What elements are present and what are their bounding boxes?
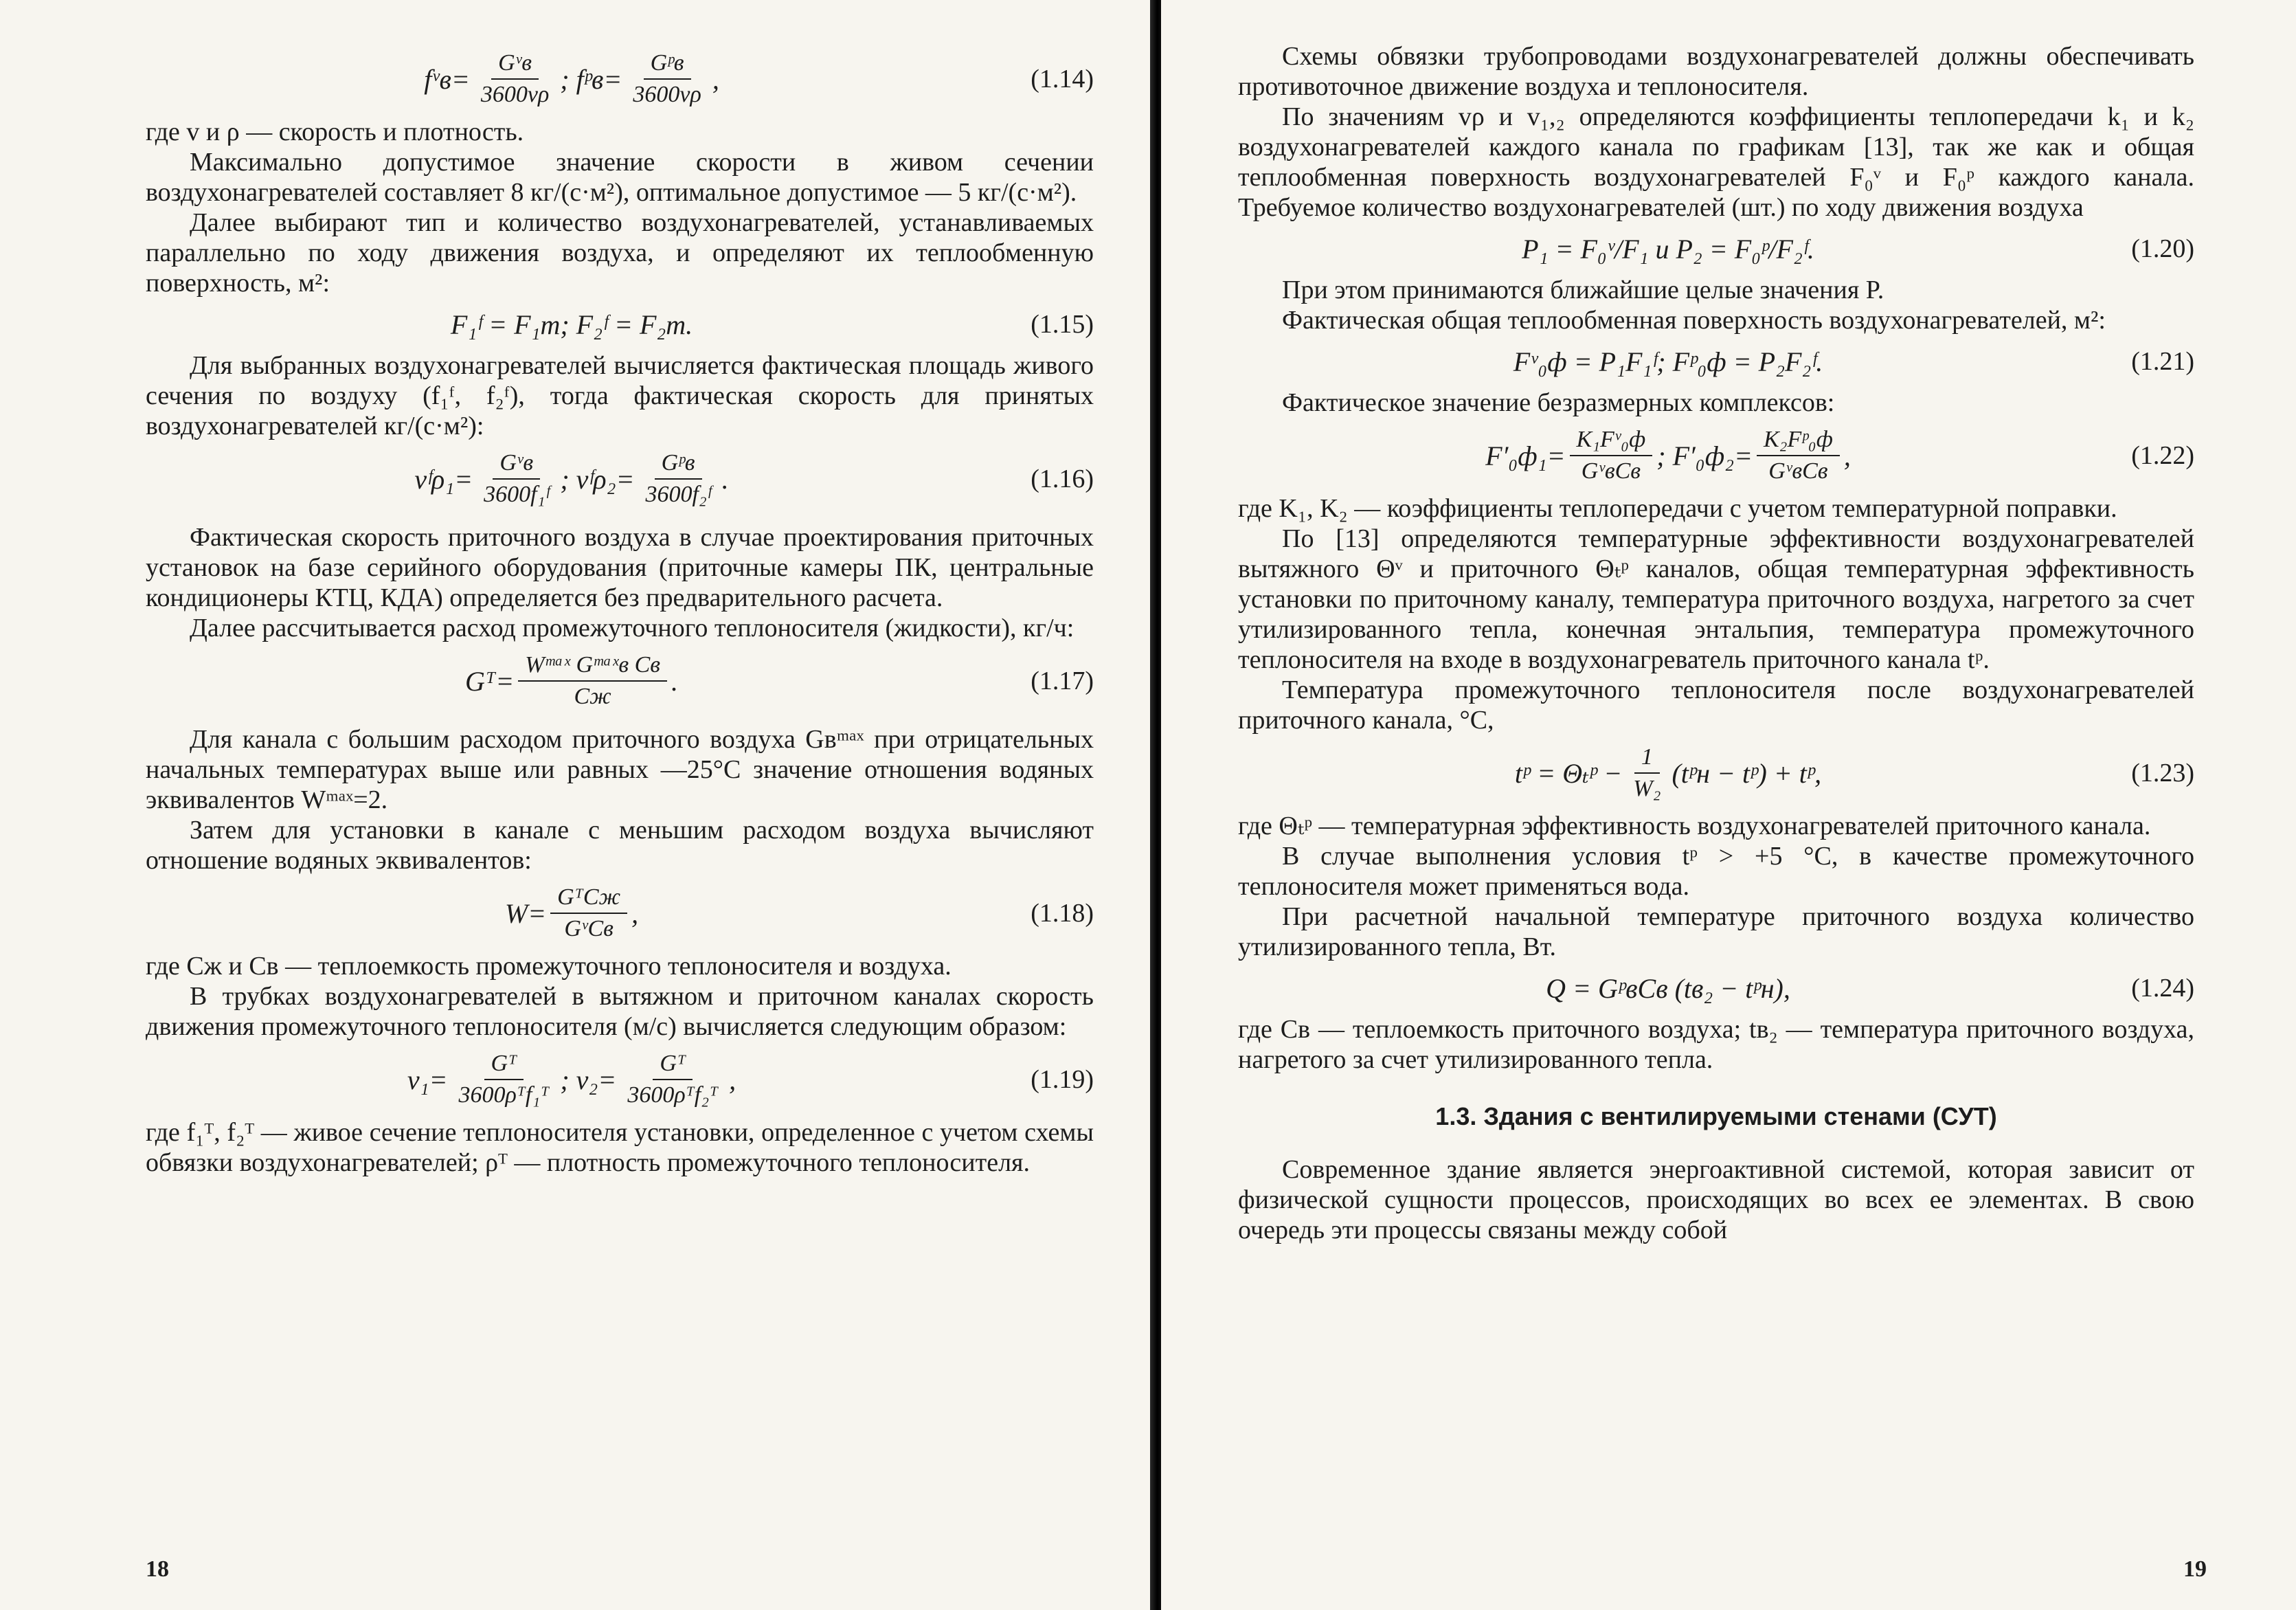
denominator: GᵛвCв [1768,458,1828,484]
paragraph: Температура промежуточного теплоносителя после воздухонагревателей приточного канала, °С, [1238,675,2194,735]
equation-1-16 [146,445,1094,513]
eq-tail: , [712,63,719,95]
numerator: K₂Fᵖ₀ф [1757,426,1840,456]
numerator: Gᵖв [644,49,691,80]
equation-1-24 [1238,966,2194,1010]
equation-number: (1.22) [2131,441,2194,470]
paragraph: При расчетной начальной температуре приточного воздуха количество утилизированного тепла, Вт. [1238,902,2194,961]
equation-1-19 [146,1046,1094,1113]
denominator: GᵛвCв [1581,458,1641,484]
paragraph: Для канала с большим расходом приточного воздуха Gвᵐᵃˣ при отрицательных начальных температурах выше или равных —25°С значение отношения водяных эквивалентов Wᵐᵃˣ=2. [146,725,1094,814]
left-text-column [146,41,1094,1178]
paragraph: По значениям vρ и v₁,₂ определяются коэффициенты теплопередачи k₁ и k₂ воздухонагревателей каждого канала по графикам [13], так же как и общая теплообменная поверхность воздухонагревателей F₀ᵛ и F₀ᵖ каждого канала. Требуемое количество воздухонагревателей (шт.) по ходу движения воздуха [1238,102,2194,222]
denominator: 3600f₂ᶠ [645,482,711,507]
eq-mid: ; fᵖв= [560,63,622,95]
paragraph: Затем для установки в канале с меньшим расходом воздуха вычисляют отношение водяных эквивалентов: [146,816,1094,875]
denominator: 3600f₁ᶠ [484,482,550,507]
paragraph: Фактическое значение безразмерных комплексов: [1282,388,1835,417]
paragraph: где f₁ᵀ, f₂ᵀ — живое сечение теплоносителя установки, определенное с учетом схемы обвязки воздухонагревателей; ρᵀ — плотность промежуточного теплоносителя. [146,1118,1094,1177]
paragraph: где Cв — теплоемкость приточного воздуха; tв₂ — температура приточного воздуха, нагретого за счет утилизированного тепла. [1238,1015,2194,1074]
equation-number: (1.16) [1031,465,1094,493]
denominator: W₂ [1633,776,1661,801]
equation-1-22 [1238,422,2194,489]
denominator: Cж [574,684,611,709]
equation-number: (1.15) [1031,310,1094,339]
paragraph: Максимально допустимое значение скорости в живом сечении воздухонагревателей составляет 8 кг/(с·м²), оптимальное допустимое — 5 кг/(с·м²). [146,148,1094,207]
eq-tail: (tᵖн − tᵖ) + tᵖ, [1672,757,1822,789]
denominator: 3600vρ [480,82,550,107]
numerator: Gᵀ [484,1050,524,1080]
fraction [1757,426,1840,485]
numerator: Wᵐᵃˣ Gᵐᵃˣв Cв [518,651,667,682]
denominator: 3600ρᵀf₂ᵀ [627,1082,719,1108]
equation-number: (1.21) [2131,347,2194,376]
fraction [477,449,556,508]
page-number: 19 [2183,1556,2207,1582]
eq-expr: Q = GᵖвCв (tв₂ − tᵖн), [1546,972,1790,1004]
paragraph: Для выбранных воздухонагревателей вычисляется фактическая площадь живого сечения по воздуху (f₁ᶠ, f₂ᶠ), тогда фактическая скорость для принятых воздухонагревателей кг/(с·м²): [146,351,1094,440]
eq-tail: , [729,1064,736,1095]
numerator: GᵀCж [550,884,627,914]
paragraph: где Cж и Cв — теплоемкость промежуточного теплоносителя и воздуха. [146,952,952,981]
equation-number: (1.17) [1031,667,1094,695]
equation-number: (1.23) [2131,759,2194,787]
fraction [474,49,556,109]
paragraph: где v и ρ — скорость и плотность. [146,118,524,146]
paragraph: При этом принимаются ближайшие целые значения P. [1282,276,1884,304]
eq-tail: , [631,897,639,929]
equation-1-18 [146,880,1094,947]
fraction [1570,426,1653,485]
equation-number: (1.20) [2131,234,2194,263]
eq-lhs: Gᵀ= [464,665,515,697]
eq-expr: P₁ = F₀ᵛ/F₁ и P₂ = F₀ᵖ/F₂ᶠ. [1522,233,1814,265]
equation-1-14 [146,45,1094,113]
paragraph: Современное здание является энергоактивной системой, которая зависит от физической сущности процессов, происходящих во всех ее элементах. В свою очередь эти процессы связаны между собой [1238,1155,2194,1244]
eq-lhs: W= [504,897,547,929]
paragraph: где Θₜᵖ — температурная эффективность воздухонагревателей приточного канала. [1238,812,2151,840]
equation-number: (1.19) [1031,1065,1094,1094]
paragraph: Фактическая скорость приточного воздуха в случае проектирования приточных установок на базе серийного оборудования (приточные камеры ПК, центральные кондиционеры КТЦ, КДА) определяется без предварительного расчета. [146,523,1094,612]
numerator: 1 [1634,743,1660,774]
paragraph: Фактическая общая теплообменная поверхность воздухонагревателей, м²: [1282,306,2106,335]
equation-1-20 [1238,227,2194,271]
numerator: Gᵛв [493,449,540,480]
page-number: 18 [146,1556,169,1582]
equation-1-17 [146,647,1094,715]
paragraph: Схемы обвязки трубопроводами воздухонагревателей должны обеспечивать противоточное движение воздуха и теплоносителя. [1238,42,2194,101]
fraction [626,49,708,109]
paragraph: где K₁, K₂ — коэффициенты теплопередачи с учетом температурной поправки. [1238,494,2117,523]
eq-lhs: vᶠρ₁= [414,463,473,495]
eq-lhs: F′₀ф₁= [1485,440,1566,471]
equation-1-15 [146,302,1094,346]
fraction [451,1050,556,1109]
paragraph: В случае выполнения условия tᵖ > +5 °С, в качестве промежуточного теплоносителя может применяться вода. [1238,842,2194,901]
eq-tail: , [1843,440,1851,471]
eq-lhs: v₁= [407,1064,448,1095]
equation-number: (1.24) [2131,974,2194,1003]
paragraph: Далее рассчитывается расход промежуточного теплоносителя (жидкости), кг/ч: [190,614,1074,642]
denominator: 3600ρᵀf₁ᵀ [458,1082,550,1108]
numerator: Gᵛв [491,49,539,80]
eq-lhs: tᵖ = Θₜᵖ − [1514,757,1623,789]
fraction [518,651,667,711]
numerator: Gᵖв [655,449,702,480]
eq-expr: F₁ᶠ = F₁m; F₂ᶠ = F₂m. [450,309,693,340]
denominator: GᵛCв [564,916,614,941]
eq-tail: . [671,665,679,697]
equation-number: (1.14) [1031,65,1094,93]
eq-mid: ; vᶠρ₂= [560,463,635,495]
eq-expr: Fᵛ₀ф = P₁F₁ᶠ; Fᵖ₀ф = P₂F₂ᶠ. [1513,346,1823,377]
paragraph: По [13] определяются температурные эффективности воздухонагревателей вытяжного Θᵛ и приточного Θₜᵖ каналов, общая температурная эффективность установки по приточному каналу, температура приточного воздуха, нагретого за счет утилизированного тепла, конечная энтальпия, температура промежуточного теплоносителя на входе в воздухонагреватель приточного канала tᵖ. [1238,524,2194,674]
eq-lhs: fᵛв= [424,63,470,95]
numerator: K₁Fᵛ₀ф [1570,426,1653,456]
section-heading: 1.3. Здания с вентилируемыми стенами (СУТ) [1435,1102,1997,1130]
right-page [1161,0,2296,1610]
eq-mid: ; v₂= [560,1064,617,1095]
right-text-column [1238,41,2194,1245]
fraction [620,1050,725,1109]
eq-tail: . [721,463,729,495]
equation-1-21 [1238,339,2194,383]
eq-mid: ; F′₀ф₂= [1656,440,1753,471]
fraction [1626,743,1667,803]
numerator: Gᵀ [653,1050,693,1080]
equation-1-23 [1238,739,2194,807]
paragraph: Далее выбирают тип и количество воздухонагревателей, устанавливаемых параллельно по ходу движения воздуха, и определяют их теплообменную поверхность, м²: [146,208,1094,298]
equation-number: (1.18) [1031,899,1094,928]
fraction [638,449,717,508]
paragraph: В трубках воздухонагревателей в вытяжном и приточном каналах скорость движения промежуточного теплоносителя (м/с) вычисляется следующим образом: [146,982,1094,1041]
denominator: 3600vρ [633,82,701,107]
fraction [550,884,627,943]
